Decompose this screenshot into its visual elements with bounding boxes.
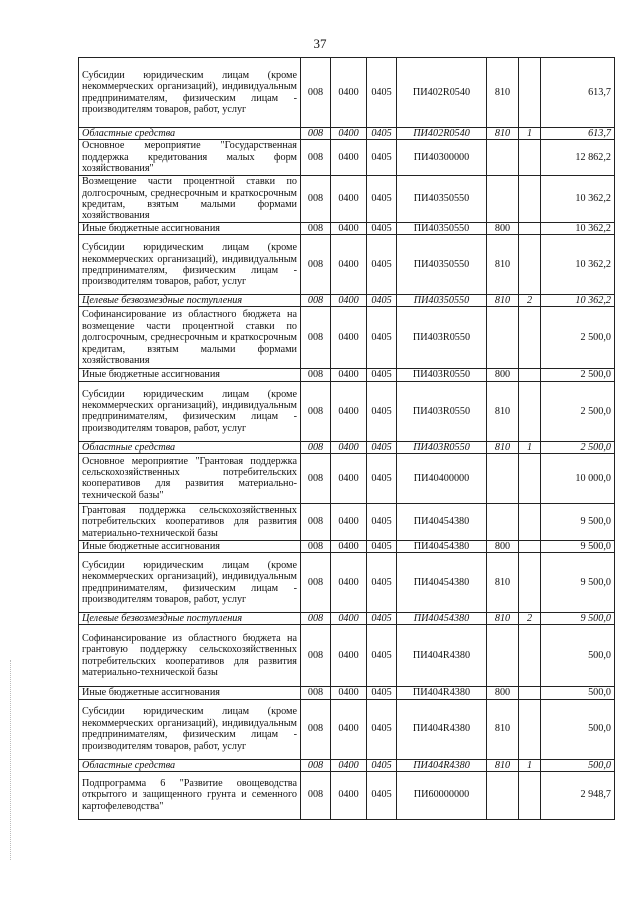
- row-target-article: ПИ40454380: [397, 540, 487, 552]
- row-subsection-code: 0405: [367, 369, 397, 381]
- row-grbs-code: 008: [301, 128, 331, 140]
- row-subsection-code: 0405: [367, 128, 397, 140]
- row-subsection-code: 0405: [367, 699, 397, 759]
- row-funding-source: [519, 687, 541, 699]
- row-subsection-code: 0405: [367, 503, 397, 540]
- row-grbs-code: 008: [301, 699, 331, 759]
- budget-row: [79, 687, 615, 699]
- budget-row: [79, 453, 615, 503]
- row-target-article: ПИ40350550: [397, 235, 487, 295]
- row-grbs-code: 008: [301, 176, 331, 223]
- budget-row: [79, 771, 615, 819]
- budget-row: [79, 369, 615, 381]
- row-amount: 613,7: [541, 128, 615, 140]
- row-target-article: ПИ40350550: [397, 176, 487, 223]
- row-target-article: ПИ40454380: [397, 613, 487, 625]
- row-expense-type: [487, 771, 519, 819]
- row-grbs-code: 008: [301, 58, 331, 128]
- row-section-code: 0400: [331, 441, 367, 453]
- row-target-article: ПИ403R0550: [397, 307, 487, 369]
- budget-table: [78, 57, 615, 820]
- row-name: Субсидии юридическим лицам (кроме некоммерческих организаций), индивидуальным предпринимателям, физическим лицам - производителям товаров, работ, услуг: [79, 553, 301, 613]
- row-subsection-code: 0405: [367, 176, 397, 223]
- row-grbs-code: 008: [301, 759, 331, 771]
- row-target-article: ПИ404R4380: [397, 699, 487, 759]
- row-expense-type: 800: [487, 687, 519, 699]
- page-number: 37: [313, 36, 327, 51]
- row-subsection-code: 0405: [367, 625, 397, 687]
- row-target-article: ПИ40454380: [397, 503, 487, 540]
- row-grbs-code: 008: [301, 223, 331, 235]
- row-section-code: 0400: [331, 553, 367, 613]
- funding-source-row: [79, 295, 615, 307]
- row-expense-type: 810: [487, 235, 519, 295]
- row-target-article: ПИ60000000: [397, 771, 487, 819]
- row-amount: 10 362,2: [541, 235, 615, 295]
- row-amount: 9 500,0: [541, 503, 615, 540]
- row-subsection-code: 0405: [367, 613, 397, 625]
- row-name: Иные бюджетные ассигнования: [79, 540, 301, 552]
- row-section-code: 0400: [331, 687, 367, 699]
- row-name: Иные бюджетные ассигнования: [79, 223, 301, 235]
- row-section-code: 0400: [331, 295, 367, 307]
- row-amount: 9 500,0: [541, 553, 615, 613]
- row-section-code: 0400: [331, 369, 367, 381]
- row-expense-type: 810: [487, 58, 519, 128]
- budget-table-body: [79, 58, 615, 820]
- row-target-article: ПИ403R0550: [397, 381, 487, 441]
- row-name: Субсидии юридическим лицам (кроме некоммерческих организаций), индивидуальным предпринимателям, физическим лицам - производителям товаров, работ, услуг: [79, 58, 301, 128]
- row-amount: 500,0: [541, 699, 615, 759]
- row-name: Основное мероприятие "Государственная поддержка кредитования малых форм хозяйствования": [79, 140, 301, 176]
- row-grbs-code: 008: [301, 687, 331, 699]
- row-target-article: ПИ40300000: [397, 140, 487, 176]
- row-amount: 2 500,0: [541, 307, 615, 369]
- row-target-article: ПИ40350550: [397, 295, 487, 307]
- row-name: Подпрограмма 6 "Развитие овощеводства открытого и защищенного грунта и семенного картофелеводства": [79, 771, 301, 819]
- row-expense-type: 810: [487, 441, 519, 453]
- row-funding-source: 1: [519, 759, 541, 771]
- row-expense-type: 810: [487, 553, 519, 613]
- row-section-code: 0400: [331, 540, 367, 552]
- budget-row: [79, 223, 615, 235]
- row-name: Субсидии юридическим лицам (кроме некоммерческих организаций), индивидуальным предпринимателям, физическим лицам - производителям товаров, работ, услуг: [79, 381, 301, 441]
- budget-row: [79, 540, 615, 552]
- row-section-code: 0400: [331, 128, 367, 140]
- row-amount: 9 500,0: [541, 540, 615, 552]
- row-funding-source: 1: [519, 441, 541, 453]
- row-name: Субсидии юридическим лицам (кроме некоммерческих организаций), индивидуальным предпринимателям, физическим лицам - производителям товаров, работ, услуг: [79, 699, 301, 759]
- row-section-code: 0400: [331, 625, 367, 687]
- row-section-code: 0400: [331, 503, 367, 540]
- row-grbs-code: 008: [301, 503, 331, 540]
- row-section-code: 0400: [331, 176, 367, 223]
- row-name: Основное мероприятие "Грантовая поддержка сельскохозяйственных потребительских кооперативов для развития материально-технической базы": [79, 453, 301, 503]
- row-amount: 500,0: [541, 759, 615, 771]
- row-subsection-code: 0405: [367, 58, 397, 128]
- row-amount: 10 362,2: [541, 176, 615, 223]
- row-funding-source: [519, 140, 541, 176]
- row-grbs-code: 008: [301, 307, 331, 369]
- row-grbs-code: 008: [301, 369, 331, 381]
- row-target-article: ПИ40454380: [397, 553, 487, 613]
- row-expense-type: [487, 140, 519, 176]
- row-grbs-code: 008: [301, 540, 331, 552]
- row-name: Целевые безвозмездные поступления: [79, 295, 301, 307]
- row-target-article: ПИ402R0540: [397, 58, 487, 128]
- row-funding-source: [519, 625, 541, 687]
- row-name: Возмещение части процентной ставки по долгосрочным, среднесрочным и краткосрочным кредитам, взятым малыми формами хозяйствования: [79, 176, 301, 223]
- row-funding-source: [519, 771, 541, 819]
- row-funding-source: [519, 235, 541, 295]
- budget-row: [79, 503, 615, 540]
- row-grbs-code: 008: [301, 381, 331, 441]
- row-subsection-code: 0405: [367, 381, 397, 441]
- row-amount: 2 948,7: [541, 771, 615, 819]
- row-expense-type: [487, 307, 519, 369]
- row-expense-type: 810: [487, 699, 519, 759]
- row-expense-type: 810: [487, 613, 519, 625]
- row-amount: 2 500,0: [541, 369, 615, 381]
- row-expense-type: 810: [487, 759, 519, 771]
- row-name: Областные средства: [79, 128, 301, 140]
- row-funding-source: [519, 381, 541, 441]
- row-grbs-code: 008: [301, 453, 331, 503]
- row-subsection-code: 0405: [367, 759, 397, 771]
- row-funding-source: [519, 503, 541, 540]
- row-subsection-code: 0405: [367, 295, 397, 307]
- row-section-code: 0400: [331, 771, 367, 819]
- row-funding-source: [519, 553, 541, 613]
- row-amount: 10 362,2: [541, 295, 615, 307]
- row-amount: 2 500,0: [541, 441, 615, 453]
- row-funding-source: [519, 307, 541, 369]
- row-funding-source: [519, 176, 541, 223]
- funding-source-row: [79, 759, 615, 771]
- row-funding-source: 2: [519, 613, 541, 625]
- row-section-code: 0400: [331, 223, 367, 235]
- row-grbs-code: 008: [301, 441, 331, 453]
- row-expense-type: 800: [487, 369, 519, 381]
- row-expense-type: 800: [487, 540, 519, 552]
- row-section-code: 0400: [331, 613, 367, 625]
- row-expense-type: 810: [487, 381, 519, 441]
- row-section-code: 0400: [331, 235, 367, 295]
- row-name: Субсидии юридическим лицам (кроме некоммерческих организаций), индивидуальным предпринимателям, физическим лицам - производителям товаров, работ, услуг: [79, 235, 301, 295]
- row-subsection-code: 0405: [367, 223, 397, 235]
- budget-row: [79, 140, 615, 176]
- row-grbs-code: 008: [301, 625, 331, 687]
- row-funding-source: 1: [519, 128, 541, 140]
- row-expense-type: [487, 453, 519, 503]
- row-section-code: 0400: [331, 140, 367, 176]
- row-subsection-code: 0405: [367, 540, 397, 552]
- row-amount: 12 862,2: [541, 140, 615, 176]
- budget-row: [79, 381, 615, 441]
- row-subsection-code: 0405: [367, 307, 397, 369]
- row-expense-type: [487, 503, 519, 540]
- row-target-article: ПИ404R4380: [397, 759, 487, 771]
- row-target-article: ПИ403R0550: [397, 369, 487, 381]
- row-subsection-code: 0405: [367, 687, 397, 699]
- row-amount: 10 000,0: [541, 453, 615, 503]
- row-subsection-code: 0405: [367, 771, 397, 819]
- row-section-code: 0400: [331, 381, 367, 441]
- row-target-article: ПИ404R4380: [397, 687, 487, 699]
- row-funding-source: [519, 58, 541, 128]
- row-section-code: 0400: [331, 759, 367, 771]
- budget-row: [79, 58, 615, 128]
- row-funding-source: 2: [519, 295, 541, 307]
- row-target-article: ПИ404R4380: [397, 625, 487, 687]
- row-amount: 10 362,2: [541, 223, 615, 235]
- budget-row: [79, 699, 615, 759]
- row-subsection-code: 0405: [367, 235, 397, 295]
- margin-scan-artifact: [10, 660, 13, 860]
- row-name: Областные средства: [79, 441, 301, 453]
- row-subsection-code: 0405: [367, 140, 397, 176]
- row-grbs-code: 008: [301, 553, 331, 613]
- budget-row: [79, 235, 615, 295]
- row-section-code: 0400: [331, 307, 367, 369]
- row-funding-source: [519, 369, 541, 381]
- row-subsection-code: 0405: [367, 453, 397, 503]
- row-name: Иные бюджетные ассигнования: [79, 369, 301, 381]
- row-expense-type: 800: [487, 223, 519, 235]
- budget-row: [79, 625, 615, 687]
- row-section-code: 0400: [331, 699, 367, 759]
- row-expense-type: 810: [487, 295, 519, 307]
- row-amount: 2 500,0: [541, 381, 615, 441]
- row-amount: 9 500,0: [541, 613, 615, 625]
- row-amount: 613,7: [541, 58, 615, 128]
- row-name: Областные средства: [79, 759, 301, 771]
- row-name: Грантовая поддержка сельскохозяйственных потребительских кооперативов для развития материально-технической базы: [79, 503, 301, 540]
- row-subsection-code: 0405: [367, 553, 397, 613]
- funding-source-row: [79, 441, 615, 453]
- row-amount: 500,0: [541, 625, 615, 687]
- row-target-article: ПИ402R0540: [397, 128, 487, 140]
- budget-row: [79, 553, 615, 613]
- row-target-article: ПИ403R0550: [397, 441, 487, 453]
- row-expense-type: [487, 625, 519, 687]
- row-funding-source: [519, 540, 541, 552]
- row-name: Софинансирование из областного бюджета на грантовую поддержку сельскохозяйственных потребительских кооперативов для развития материально-технической базы: [79, 625, 301, 687]
- row-name: Целевые безвозмездные поступления: [79, 613, 301, 625]
- row-section-code: 0400: [331, 58, 367, 128]
- funding-source-row: [79, 128, 615, 140]
- row-amount: 500,0: [541, 687, 615, 699]
- row-funding-source: [519, 223, 541, 235]
- row-target-article: ПИ40350550: [397, 223, 487, 235]
- funding-source-row: [79, 613, 615, 625]
- row-target-article: ПИ40400000: [397, 453, 487, 503]
- row-name: Софинансирование из областного бюджета на возмещение части процентной ставки по долгосрочным, среднесрочным и краткосрочным кредитам, взятым малыми формами хозяйствования: [79, 307, 301, 369]
- budget-row: [79, 307, 615, 369]
- row-funding-source: [519, 453, 541, 503]
- row-grbs-code: 008: [301, 235, 331, 295]
- row-grbs-code: 008: [301, 771, 331, 819]
- row-grbs-code: 008: [301, 613, 331, 625]
- row-section-code: 0400: [331, 453, 367, 503]
- row-expense-type: 810: [487, 128, 519, 140]
- budget-row: [79, 176, 615, 223]
- row-funding-source: [519, 699, 541, 759]
- row-grbs-code: 008: [301, 140, 331, 176]
- row-grbs-code: 008: [301, 295, 331, 307]
- row-expense-type: [487, 176, 519, 223]
- row-name: Иные бюджетные ассигнования: [79, 687, 301, 699]
- row-subsection-code: 0405: [367, 441, 397, 453]
